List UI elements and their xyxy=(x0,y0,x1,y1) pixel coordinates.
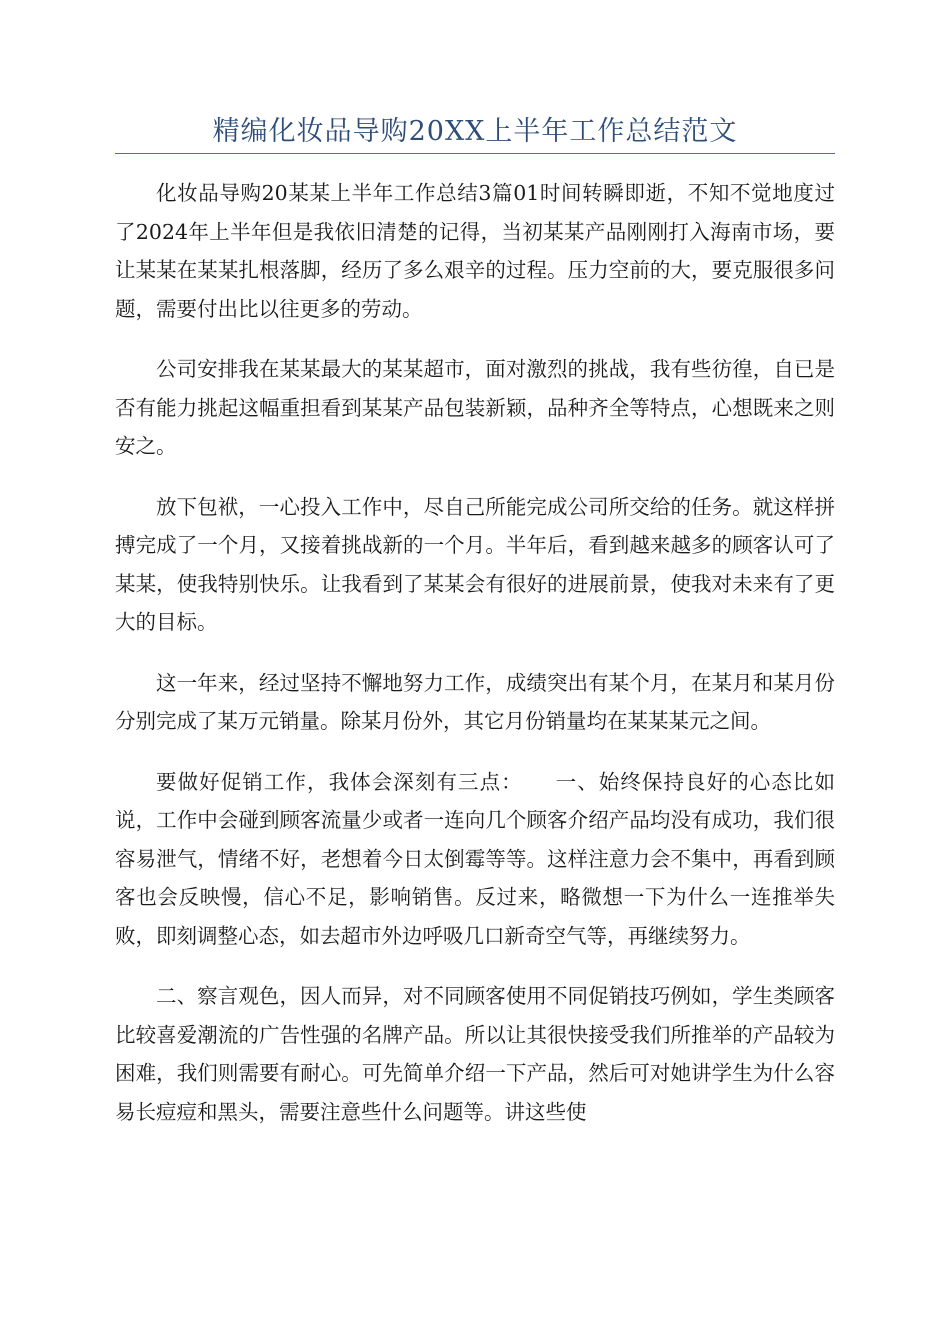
paragraph-2: 公司安排我在某某最大的某某超市，面对激烈的挑战，我有些彷徨，自已是否有能力挑起这幅重担看到某某产品包装新颖，品种齐全等特点，心想既来之则安之。 xyxy=(115,357,835,458)
paragraph-6: 二、察言观色，因人而异，对不同顾客使用不同促销技巧例如，学生类顾客比较喜爱潮流的广告性强的名牌产品。所以让其很快接受我们所推举的产品较为困难，我们则需要有耐心。可先简单介绍一下产品，然后可对她讲学生为什么容易长痘痘和黑头，需要注意些什么问题等。讲这些使 xyxy=(115,984,835,1124)
title-underline xyxy=(115,153,835,154)
document-title: 精编化妆品导购20XX上半年工作总结范文 xyxy=(212,116,738,147)
paragraph-5: 要做好促销工作，我体会深刻有三点： 一、始终保持良好的心态比如说，工作中会碰到顾客流量少或者一连向几个顾客介绍产品均没有成功，我们很容易泄气，情绪不好，老想着今日太倒霉等等。这样注意力会不集中，再看到顾客也会反映慢，信心不足，影响销售。反过来，略微想一下为什么一连推举失败，即刻调整心态，如去超市外边呼吸几口新奇空气等，再继续努力。 xyxy=(115,769,835,948)
paragraph-3: 放下包袱，一心投入工作中，尽自己所能完成公司所交给的任务。就这样拼搏完成了一个月，又接着挑战新的一个月。半年后，看到越来越多的顾客认可了某某，使我特别快乐。让我看到了某某会有很好的进展前景，使我对未来有了更大的目标。 xyxy=(115,494,835,634)
paragraph-4: 这一年来，经过坚持不懈地努力工作，成绩突出有某个月，在某月和某月份分别完成了某万元销量。除某月份外，其它月份销量均在某某某元之间。 xyxy=(115,670,835,733)
paragraph-1: 化妆品导购20某某上半年工作总结3篇01时间转瞬即逝，不知不觉地度过了2024年上半年但是我依旧清楚的记得，当初某某产品刚刚打入海南市场，要让某某在某某扎根落脚，经历了多么艰辛的过程。压力空前的大，要克服很多问题，需要付出比以往更多的劳动。 xyxy=(115,181,835,321)
document-body xyxy=(115,174,835,1153)
